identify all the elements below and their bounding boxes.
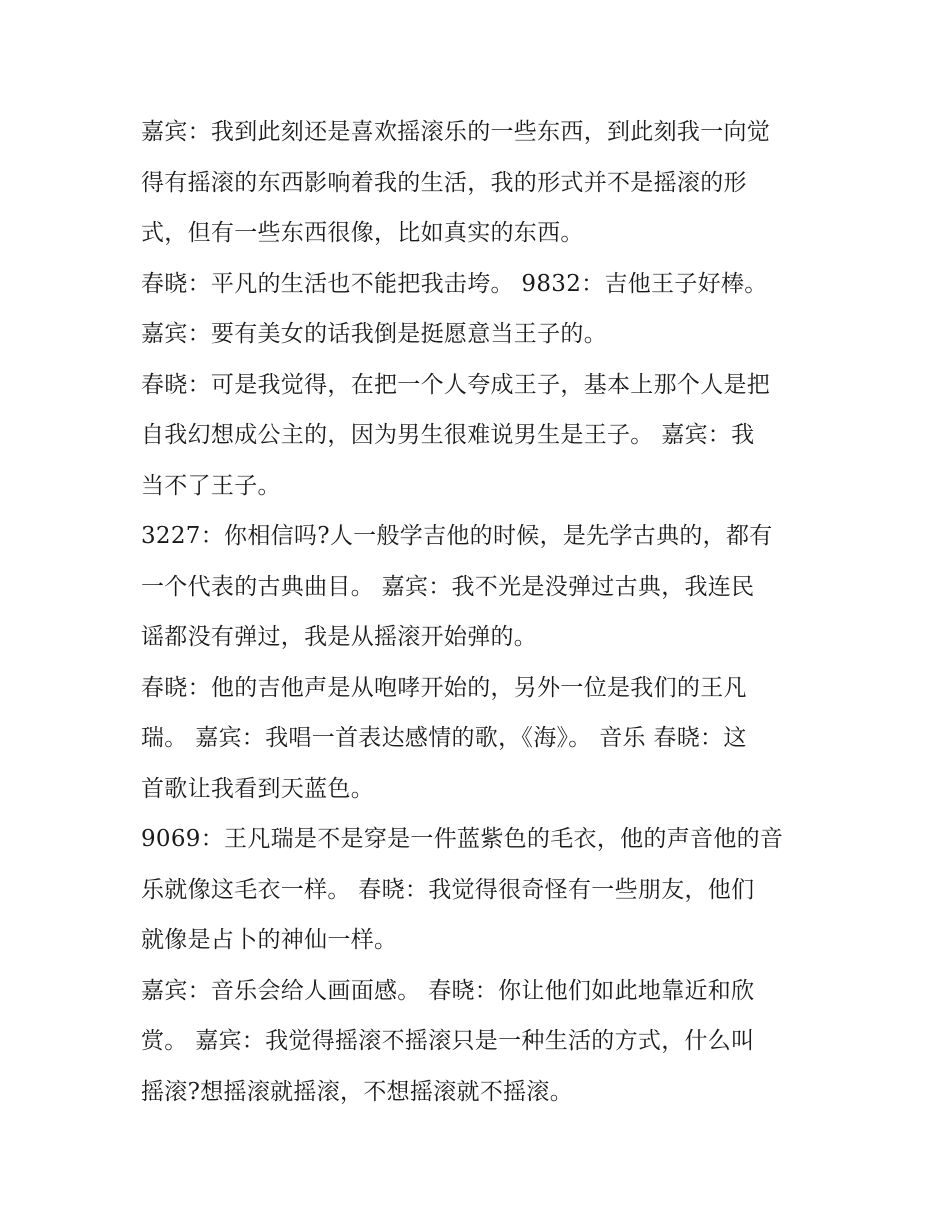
text-line: 乐就像这毛衣一样。 春晓：我觉得很奇怪有一些朋友，他们 [141, 876, 755, 903]
text-line: 嘉宾：要有美女的话我倒是挺愿意当王子的。 [141, 321, 607, 347]
text-line: 赏。 嘉宾：我觉得摇滚不摇滚只是一种生活的方式，什么叫 [141, 1028, 755, 1054]
paragraph-5 [141, 511, 813, 663]
text-line: 9069：王凡瑞是不是穿是一件蓝紫色的毛衣，他的声音他的音 [141, 826, 784, 852]
paragraph-3 [141, 309, 813, 360]
text-line: 瑞。 嘉宾：我唱一首表达感情的歌，《海》。 音乐 春晓：这 [141, 725, 747, 751]
document-body [141, 107, 813, 1117]
text-line: 嘉宾：音乐会给人画面感。 春晓：你让他们如此地靠近和欣 [141, 977, 755, 1004]
text-line: 摇滚?想摇滚就摇滚，不想摇滚就不摇滚。 [141, 1078, 574, 1105]
text-line: 首歌让我看到天蓝色。 [141, 775, 374, 802]
text-line: 就像是占卜的神仙一样。 [141, 927, 398, 953]
text-line: 春晓：平凡的生活也不能把我击垮。 9832：吉他王子好棒。 [141, 270, 768, 297]
text-line: 春晓：可是我觉得，在把一个人夸成王子，基本上那个人是把 [141, 371, 771, 398]
paragraph-1 [141, 107, 813, 259]
text-line: 自我幻想成公主的，因为男生很难说男生是王子。 嘉宾：我 [141, 422, 755, 448]
text-line: 嘉宾：我到此刻还是喜欢摇滚乐的一些东西，到此刻我一向觉 [141, 119, 771, 145]
paragraph-7 [141, 814, 813, 966]
text-line: 当不了王子。 [141, 472, 281, 499]
paragraph-8 [141, 966, 813, 1118]
paragraph-2 [141, 259, 813, 310]
text-line: 谣都没有弹过，我是从摇滚开始弹的。 [141, 624, 538, 650]
text-line: 春晓：他的吉他声是从咆哮开始的，另外一位是我们的王凡 [141, 674, 747, 701]
paragraph-4 [141, 360, 813, 512]
text-line: 3227：你相信吗?人一般学吉他的时候，是先学古典的，都有 [141, 523, 773, 549]
text-line: 得有摇滚的东西影响着我的生活，我的形式并不是摇滚的形 [141, 169, 747, 196]
text-line: 式，但有一些东西很像，比如真实的东西。 [141, 220, 584, 246]
paragraph-6 [141, 663, 813, 815]
text-line: 一个代表的古典曲目。 嘉宾：我不光是没弹过古典，我连民 [141, 573, 755, 600]
